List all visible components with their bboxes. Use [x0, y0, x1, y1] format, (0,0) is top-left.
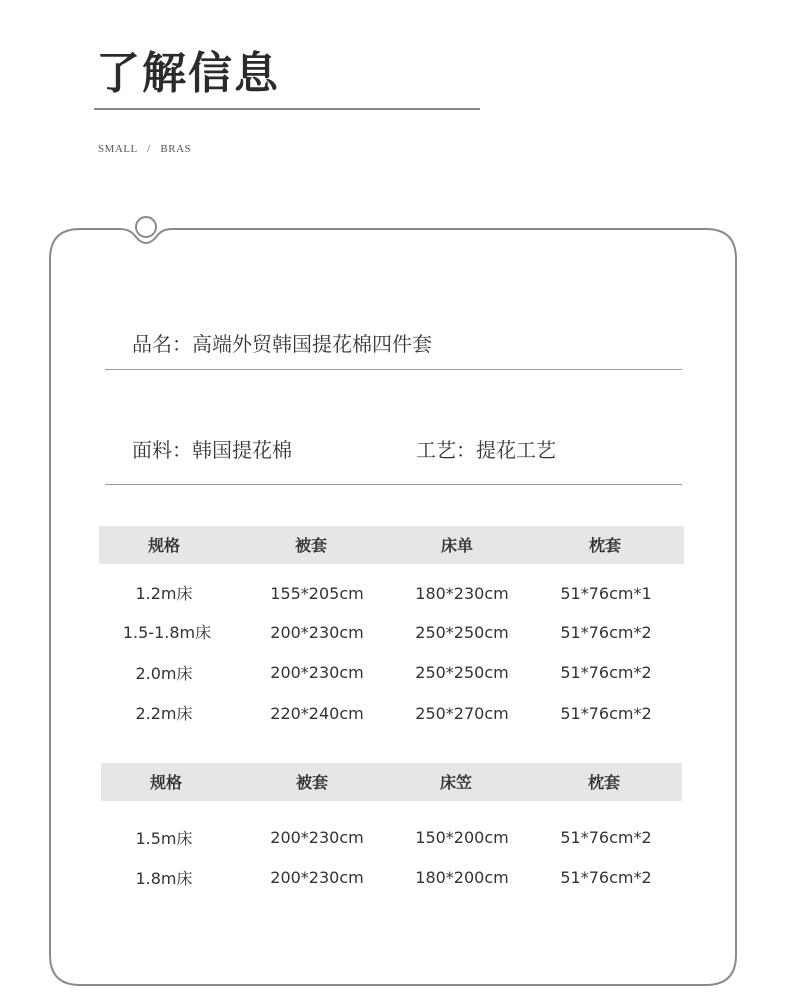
- table-cell: 250*250cm: [415, 623, 509, 642]
- table-cell: 51*76cm*2: [560, 623, 652, 642]
- table-cell: 1.5m床: [135, 829, 193, 848]
- header-cell: 被套: [295, 773, 328, 792]
- product-name-value: 高端外贸韩国提花棉四件套: [192, 332, 432, 356]
- table-cell: 200*230cm: [270, 868, 364, 887]
- table-cell: 51*76cm*2: [560, 663, 652, 682]
- fabric-value: 韩国提花棉: [192, 438, 292, 462]
- table-header: [99, 526, 684, 564]
- table-cell: 200*230cm: [270, 623, 364, 642]
- product-name-label: 品名：: [132, 332, 192, 356]
- table-cell: 200*230cm: [270, 663, 364, 682]
- table-cell: 180*230cm: [415, 584, 509, 603]
- table-cell: 1.2m床: [135, 584, 193, 603]
- table-cell: 2.2m床: [135, 704, 193, 723]
- header-cell: 规格: [149, 773, 182, 792]
- craft-label: 工艺：: [416, 438, 476, 462]
- table-cell: 1.5-1.8m床: [122, 623, 212, 642]
- size-table-1: [99, 526, 684, 726]
- header-cell: 规格: [147, 536, 180, 555]
- table-cell: 51*76cm*1: [560, 584, 652, 603]
- fabric-info: [132, 437, 292, 463]
- header-cell: 床笠: [439, 773, 472, 792]
- craft-value: 提花工艺: [476, 438, 556, 462]
- size-table-2: [101, 763, 686, 903]
- table-cell: 250*250cm: [415, 663, 509, 682]
- table-cell: 180*200cm: [415, 868, 509, 887]
- header-cell: 枕套: [587, 773, 620, 792]
- header-cell: 枕套: [588, 536, 621, 555]
- table-cell: 51*76cm*2: [560, 828, 652, 847]
- table-cell: 155*205cm: [270, 584, 364, 603]
- fabric-divider: [105, 484, 682, 485]
- table-cell: 51*76cm*2: [560, 868, 652, 887]
- fabric-label: 面料：: [132, 438, 192, 462]
- table-cell: 250*270cm: [415, 704, 509, 723]
- table-cell: 200*230cm: [270, 828, 364, 847]
- header-cell: 床单: [440, 536, 473, 555]
- table-cell: 2.0m床: [135, 664, 193, 683]
- table-header: [101, 763, 682, 801]
- hang-hole-icon: [136, 217, 156, 237]
- table-cell: 51*76cm*2: [560, 704, 652, 723]
- craft-info: [416, 437, 556, 463]
- page-subtitle: SMALL / BRAS: [98, 143, 192, 155]
- table-cell: 220*240cm: [270, 704, 364, 723]
- table-cell: 1.8m床: [135, 869, 193, 888]
- table-cell: 150*200cm: [415, 828, 509, 847]
- product-name: [132, 331, 432, 357]
- product-name-divider: [105, 369, 682, 370]
- page-title: 了解信息: [96, 48, 280, 99]
- header-cell: 被套: [294, 536, 327, 555]
